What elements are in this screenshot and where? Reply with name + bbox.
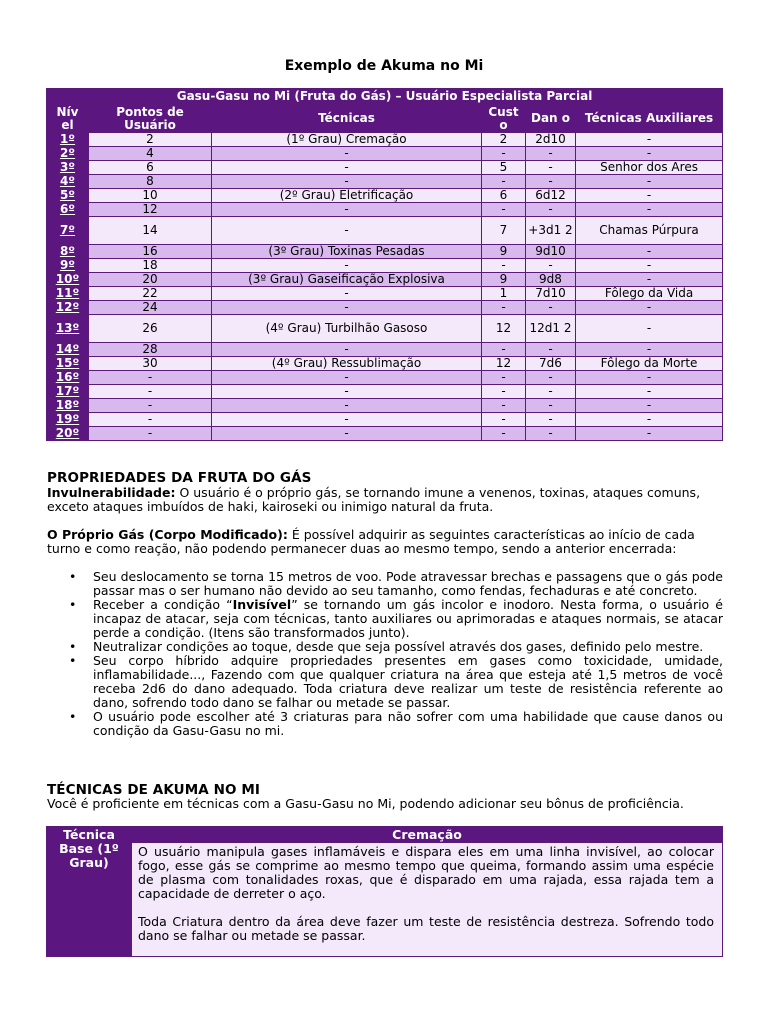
aux-technique-cell: - (576, 427, 723, 441)
cost-cell: - (482, 175, 526, 189)
aux-technique-cell: - (576, 245, 723, 259)
technique-cell: - (212, 399, 482, 413)
table-row (47, 413, 723, 427)
header-level: Nív el (47, 105, 89, 133)
level-cell: 15º (47, 357, 89, 371)
technique-name: Cremação (132, 827, 723, 843)
damage-cell: +3d1 2 (526, 217, 576, 245)
level-cell: 4º (47, 175, 89, 189)
damage-cell: - (526, 371, 576, 385)
damage-cell: 7d6 (526, 357, 576, 371)
table-row (47, 357, 723, 371)
points-cell: 12 (89, 203, 212, 217)
level-cell: 13º (47, 315, 89, 343)
aux-technique-cell: - (576, 189, 723, 203)
level-cell: 18º (47, 399, 89, 413)
header-aux-techniques: Técnicas Auxiliares (576, 105, 723, 133)
table-row (47, 287, 723, 301)
aux-technique-cell: Senhor dos Ares (576, 161, 723, 175)
points-cell: - (89, 413, 212, 427)
list-item (47, 598, 723, 640)
table-row (47, 385, 723, 399)
damage-cell: 7d10 (526, 287, 576, 301)
technique-cell: - (212, 427, 482, 441)
list-item-text: Seu deslocamento se torna 15 metros de voo. Pode atravessar brechas e passagens que o gás pode passar mas o ser humano não devido ao seu tamanho, como fendas, fechaduras e até concreto. (93, 569, 723, 598)
technique-paragraph-2: Toda Criatura dentro da área deve fazer um teste de resistência destreza. Sofrendo todo dano se falhar ou metade se passar. (138, 914, 714, 943)
technique-cell: - (212, 343, 482, 357)
aux-technique-cell: - (576, 203, 723, 217)
table-row (47, 133, 723, 147)
level-cell: 16º (47, 371, 89, 385)
list-item-text: Neutralizar condições ao toque, desde que seja possível através dos gases, definido pelo mestre. (93, 639, 704, 654)
own-gas-paragraph (47, 528, 723, 556)
level-cell: 2º (47, 147, 89, 161)
table-row (47, 301, 723, 315)
technique-cell: - (212, 217, 482, 245)
cost-cell: - (482, 343, 526, 357)
cost-cell: 6 (482, 189, 526, 203)
page-title: Exemplo de Akuma no Mi (284, 58, 484, 74)
points-cell: 14 (89, 217, 212, 245)
own-gas-label: O Próprio Gás (Corpo Modificado): (47, 527, 288, 542)
technique-cell: (3º Grau) Toxinas Pesadas (212, 245, 482, 259)
bullet-icon: • (69, 569, 77, 584)
level-cell: 12º (47, 301, 89, 315)
level-cell: 11º (47, 287, 89, 301)
list-item-text: Seu corpo híbrido adquire propriedades presentes em gases como toxicidade, umidade, inflamabilidade..., Fazendo com que qualquer criatura na área que esteja até 1,5 metros de você receba 2d6 do dano adequado. Toda criatura deve realizar um teste de resistência referente ao dano, sofrendo todo dano se falhar ou metade se passar. (93, 653, 723, 710)
damage-cell: - (526, 203, 576, 217)
cost-cell: - (482, 399, 526, 413)
bullet-icon: • (69, 709, 77, 724)
cost-cell: - (482, 147, 526, 161)
header-techniques: Técnicas (212, 105, 482, 133)
list-item-bold: Invisível (232, 597, 292, 612)
damage-cell: - (526, 413, 576, 427)
cost-cell: - (482, 203, 526, 217)
level-cell: 17º (47, 385, 89, 399)
damage-cell: - (526, 259, 576, 273)
points-cell: 26 (89, 315, 212, 343)
points-cell: 18 (89, 259, 212, 273)
cost-cell: 12 (482, 357, 526, 371)
points-cell: 8 (89, 175, 212, 189)
header-damage: Dan o (526, 105, 576, 133)
aux-technique-cell: - (576, 133, 723, 147)
aux-technique-cell: - (576, 301, 723, 315)
table-row (47, 371, 723, 385)
damage-cell: 9d8 (526, 273, 576, 287)
table-row (47, 175, 723, 189)
bullet-icon: • (69, 639, 77, 654)
technique-cell: - (212, 147, 482, 161)
level-cell: 19º (47, 413, 89, 427)
damage-cell: - (526, 147, 576, 161)
table-row (47, 399, 723, 413)
damage-cell: 2d10 (526, 133, 576, 147)
aux-technique-cell: - (576, 399, 723, 413)
technique-cell: - (212, 175, 482, 189)
aux-technique-cell: Chamas Púrpura (576, 217, 723, 245)
points-cell: 4 (89, 147, 212, 161)
points-cell: 10 (89, 189, 212, 203)
techniques-heading: TÉCNICAS DE AKUMA NO MI (47, 782, 261, 798)
table-row (47, 189, 723, 203)
points-cell: - (89, 399, 212, 413)
cost-cell: - (482, 413, 526, 427)
table-row (47, 161, 723, 175)
aux-technique-cell: - (576, 147, 723, 161)
cost-cell: 2 (482, 133, 526, 147)
header-cost: Cust o (482, 105, 526, 133)
damage-cell: - (526, 427, 576, 441)
table-row (47, 427, 723, 441)
level-cell: 7º (47, 217, 89, 245)
invulnerability-label: Invulnerabilidade: (47, 485, 176, 500)
invulnerability-paragraph (47, 486, 723, 514)
technique-cell: - (212, 301, 482, 315)
level-table (46, 88, 723, 441)
cost-cell: 9 (482, 245, 526, 259)
aux-technique-cell: - (576, 343, 723, 357)
damage-cell: - (526, 175, 576, 189)
technique-cell: (3º Grau) Gaseificação Explosiva (212, 273, 482, 287)
points-cell: 16 (89, 245, 212, 259)
technique-cell: - (212, 385, 482, 399)
damage-cell: 12d1 2 (526, 315, 576, 343)
points-cell: 24 (89, 301, 212, 315)
table-row (47, 245, 723, 259)
technique-cell: - (212, 203, 482, 217)
table-row (47, 315, 723, 343)
damage-cell: 9d10 (526, 245, 576, 259)
list-item-text: O usuário pode escolher até 3 criaturas para não sofrer com uma habilidade que cause danos ou condição da Gasu-Gasu no mi. (93, 709, 723, 738)
list-item (47, 654, 723, 710)
level-table-body (47, 133, 723, 441)
table-row (47, 217, 723, 245)
table-banner: Gasu-Gasu no Mi (Fruta do Gás) – Usuário Especialista Parcial (47, 89, 723, 105)
damage-cell: - (526, 161, 576, 175)
list-item (47, 710, 723, 738)
points-cell: 20 (89, 273, 212, 287)
cost-cell: - (482, 371, 526, 385)
technique-paragraph-1: O usuário manipula gases inflamáveis e dispara eles em uma linha invisível, ao colocar fogo, esse gás se comprime ao mesmo tempo que queima, formando assim uma espécie de plasma com tonalidades roxas, que é disparado em uma rajada, essa rajada tem a capacidade de derreter o aço. (138, 844, 714, 901)
list-item (47, 570, 723, 598)
own-gas-text: É possível adquirir as seguintes características ao início de cada turno e como reação, não podendo permanecer duas ao mesmo tempo, sendo a anterior encerrada: (47, 527, 695, 556)
technique-description (132, 843, 723, 957)
level-cell: 9º (47, 259, 89, 273)
aux-technique-cell: - (576, 259, 723, 273)
techniques-intro: Você é proficiente em técnicas com a Gasu-Gasu no Mi, podendo adicionar seu bônus de proficiência. (47, 796, 684, 811)
invulnerability-text: O usuário é o próprio gás, se tornando imune a venenos, toxinas, ataques comuns, exceto ataques imbuídos de haki, kairoseki ou inimigo natural da fruta. (47, 485, 701, 514)
cost-cell: - (482, 301, 526, 315)
cost-cell: 9 (482, 273, 526, 287)
header-points: Pontos de Usuário (89, 105, 212, 133)
points-cell: 30 (89, 357, 212, 371)
technique-cell: - (212, 287, 482, 301)
level-cell: 3º (47, 161, 89, 175)
technique-cell: - (212, 371, 482, 385)
table-row (47, 343, 723, 357)
list-item-text-after: ” se tornando um gás incolor e inodoro. Nesta forma, o usuário é incapaz de atacar, seja com técnicas, tanto auxiliares ou aprimoradas e ataques normais, se atacar perde a condição. (Itens são transformados junto). (93, 597, 723, 640)
cost-cell: - (482, 427, 526, 441)
cost-cell: 12 (482, 315, 526, 343)
properties-heading: PROPRIEDADES DA FRUTA DO GÁS (47, 470, 312, 486)
technique-cell: (4º Grau) Ressublimação (212, 357, 482, 371)
table-row (47, 259, 723, 273)
technique-cell: (1º Grau) Cremação (212, 133, 482, 147)
technique-grade-label: Técnica Base (1º Grau) (47, 827, 132, 957)
level-cell: 5º (47, 189, 89, 203)
cost-cell: - (482, 259, 526, 273)
table-row (47, 203, 723, 217)
technique-cell: (4º Grau) Turbilhão Gasoso (212, 315, 482, 343)
list-item (47, 640, 723, 654)
aux-technique-cell: - (576, 273, 723, 287)
level-cell: 10º (47, 273, 89, 287)
aux-technique-cell: Fôlego da Vida (576, 287, 723, 301)
cost-cell: 7 (482, 217, 526, 245)
aux-technique-cell: - (576, 315, 723, 343)
table-row (47, 273, 723, 287)
gas-features-list (47, 570, 723, 738)
cost-cell: - (482, 385, 526, 399)
bullet-icon: • (69, 597, 77, 612)
damage-cell: - (526, 399, 576, 413)
damage-cell: - (526, 301, 576, 315)
aux-technique-cell: Fôlego da Morte (576, 357, 723, 371)
technique-cell: (2º Grau) Eletrificação (212, 189, 482, 203)
points-cell: 22 (89, 287, 212, 301)
technique-cell: - (212, 413, 482, 427)
aux-technique-cell: - (576, 385, 723, 399)
level-cell: 20º (47, 427, 89, 441)
damage-cell: - (526, 385, 576, 399)
aux-technique-cell: - (576, 175, 723, 189)
level-cell: 6º (47, 203, 89, 217)
points-cell: - (89, 371, 212, 385)
bullet-icon: • (69, 653, 77, 668)
technique-card (46, 826, 723, 957)
technique-cell: - (212, 259, 482, 273)
cost-cell: 1 (482, 287, 526, 301)
points-cell: 2 (89, 133, 212, 147)
points-cell: 6 (89, 161, 212, 175)
level-cell: 8º (47, 245, 89, 259)
level-cell: 1º (47, 133, 89, 147)
level-cell: 14º (47, 343, 89, 357)
aux-technique-cell: - (576, 413, 723, 427)
points-cell: 28 (89, 343, 212, 357)
cost-cell: 5 (482, 161, 526, 175)
table-row (47, 147, 723, 161)
aux-technique-cell: - (576, 371, 723, 385)
list-item-text: Receber a condição “ (93, 597, 233, 612)
points-cell: - (89, 385, 212, 399)
technique-cell: - (212, 161, 482, 175)
damage-cell: - (526, 343, 576, 357)
damage-cell: 6d12 (526, 189, 576, 203)
points-cell: - (89, 427, 212, 441)
